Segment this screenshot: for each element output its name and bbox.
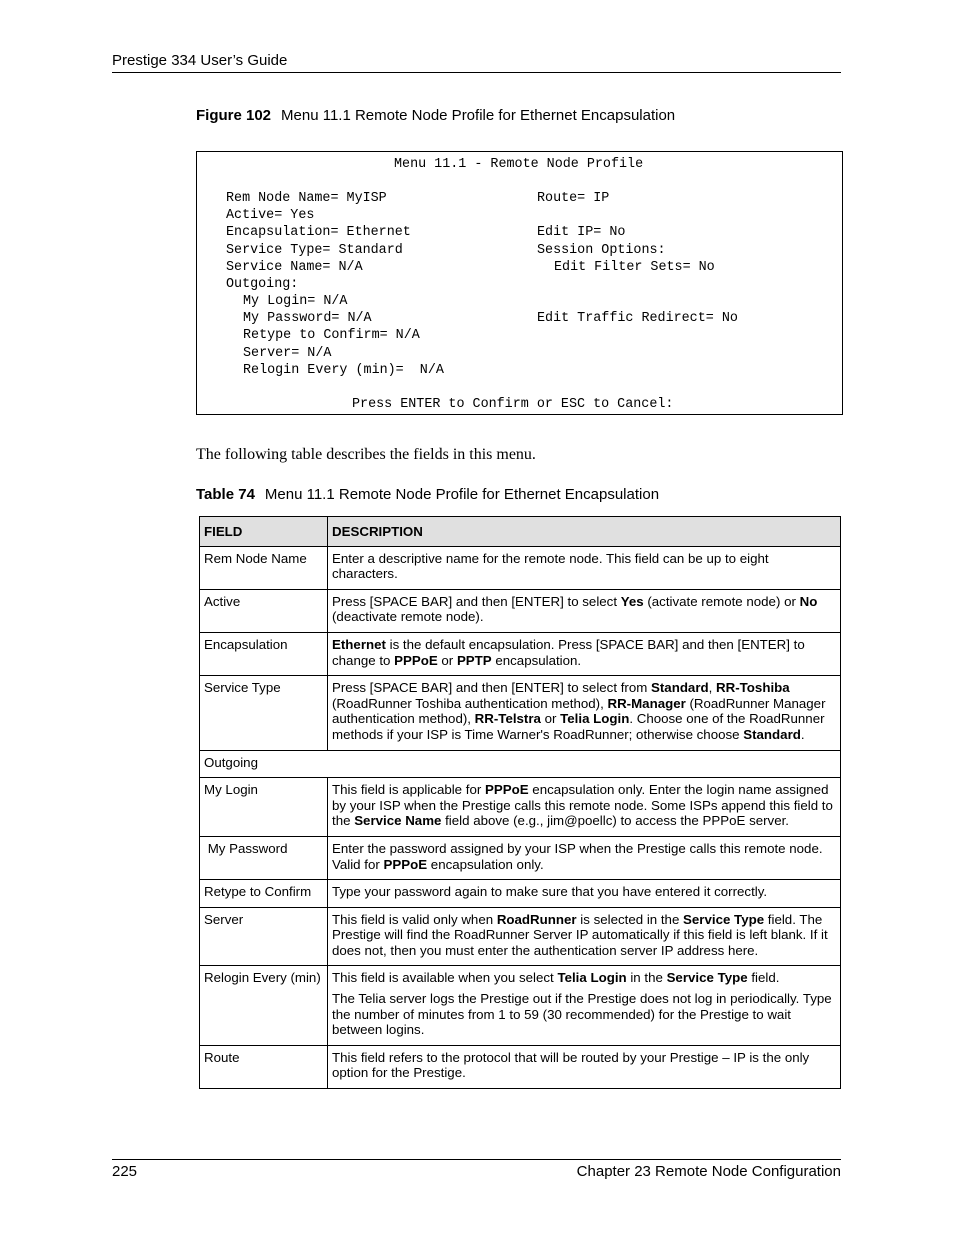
table-row	[200, 836, 841, 879]
description-term: RR-Toshiba	[716, 680, 790, 696]
field-description	[328, 632, 841, 675]
chapter-title: Chapter 23 Remote Node Configuration	[576, 1163, 841, 1180]
field-name: Outgoing	[200, 750, 841, 778]
header-description: DESCRIPTION	[328, 517, 841, 547]
screen-line: My Login= N/A	[243, 294, 348, 309]
field-description	[328, 589, 841, 632]
table-label: Table 74	[196, 486, 255, 503]
table-row	[200, 546, 841, 589]
table-row	[200, 750, 841, 778]
table-row	[200, 589, 841, 632]
description-term: Service Type	[666, 970, 748, 986]
screen-line: Edit Traffic Redirect= No	[537, 311, 738, 326]
description-text: . Choose one of the RoadRunner methods if your ISP is Time Warner's RoadRunner; otherwise choose	[332, 711, 825, 742]
page-number: 225	[112, 1163, 138, 1180]
description-text: encapsulation only.	[427, 856, 544, 872]
description-text: Press [SPACE BAR] and then [ENTER] to select	[332, 593, 621, 609]
description-text: .	[800, 726, 805, 742]
table-body	[200, 546, 841, 1088]
description-text: ,	[708, 680, 717, 696]
table-row	[200, 880, 841, 908]
screen-line: Outgoing:	[226, 277, 299, 292]
description-text: This field is applicable for	[332, 782, 485, 798]
field-description	[328, 836, 841, 879]
description-term: No	[799, 593, 818, 609]
field-description	[328, 966, 841, 1045]
field-name: Encapsulation	[200, 632, 328, 675]
description-term: PPPoE	[485, 782, 529, 798]
description-text: Press [SPACE BAR] and then [ENTER] to select from	[332, 680, 651, 696]
screen-line: Rem Node Name= MyISP	[226, 191, 387, 206]
description-term: Telia Login	[560, 711, 630, 727]
description-term: RR-Manager	[607, 695, 686, 711]
description-text: or	[437, 652, 457, 668]
header-title: Prestige 334 User’s Guide	[112, 52, 288, 69]
header-field: FIELD	[200, 517, 328, 547]
description-text: field. The Prestige will find the RoadRunner Server IP automatically if this field is left blank. If it does not, then you must enter the authentication server IP address here.	[332, 911, 828, 958]
description-text: Enter a descriptive name for the remote node. This field can be up to eight characters.	[332, 550, 769, 582]
description-text: in the	[626, 970, 667, 986]
description-term: Telia Login	[557, 970, 627, 986]
description-text: field above (e.g., jim@poellc) to access the PPPoE server.	[441, 813, 789, 829]
description-text: This field refers to the protocol that will be routed by your Prestige – IP is the only option for the Prestige.	[332, 1049, 810, 1081]
description-text: Enter the password assigned by your ISP when the Prestige calls this remote node. Valid for	[332, 840, 823, 872]
description-text: (deactivate remote node).	[332, 609, 484, 625]
description-text: or	[540, 711, 561, 727]
field-name: Retype to Confirm	[200, 880, 328, 908]
screen-line: Service Type= Standard	[226, 243, 403, 258]
field-name: Rem Node Name	[200, 546, 328, 589]
screen-line: Edit IP= No	[537, 225, 626, 240]
screen-line: Relogin Every (min)= N/A	[243, 363, 444, 378]
figure-label: Figure 102	[196, 107, 272, 124]
field-description	[328, 546, 841, 589]
description-term: RR-Telstra	[474, 711, 541, 727]
page-footer	[112, 1159, 841, 1180]
field-description	[328, 676, 841, 750]
field-name: Service Type	[200, 676, 328, 750]
table-row	[200, 966, 841, 1045]
description-text: (activate remote node) or	[643, 593, 800, 609]
description-term: PPPoE	[394, 652, 438, 668]
description-term: Yes	[620, 593, 644, 609]
table-row	[200, 632, 841, 675]
table-row	[200, 778, 841, 837]
field-name: Route	[200, 1045, 328, 1088]
field-description	[328, 907, 841, 966]
terminal-screen	[196, 151, 843, 415]
description-term: Service Type	[683, 911, 765, 927]
description-text: (RoadRunner Toshiba authentication method),	[332, 695, 608, 711]
screen-line: Session Options:	[537, 243, 666, 258]
description-text: Type your password again to make sure that you have entered it correctly.	[332, 884, 768, 900]
figure-caption	[196, 107, 675, 124]
table-caption	[196, 486, 659, 503]
description-text: encapsulation.	[491, 652, 582, 668]
screen-line: Retype to Confirm= N/A	[243, 328, 420, 343]
screen-prompt: Press ENTER to Confirm or ESC to Cancel:	[352, 397, 674, 412]
field-name: Relogin Every (min)	[200, 966, 328, 1045]
screen-line: Encapsulation= Ethernet	[226, 225, 411, 240]
description-text: field.	[747, 970, 780, 986]
table-row	[200, 676, 841, 750]
screen-line: Edit Filter Sets= No	[554, 260, 715, 275]
screen-line: My Password= N/A	[243, 311, 372, 326]
field-description	[328, 880, 841, 908]
table-row	[200, 907, 841, 966]
description-term: Service Name	[354, 813, 442, 829]
field-name: My Password	[200, 836, 328, 879]
description-text: The Telia server logs the Prestige out if the Prestige does not log in periodically. Type the number of minutes from 1 to 59 (30 recommended) for the Prestige to wait between logins.	[332, 991, 832, 1038]
screen-line: Service Name= N/A	[226, 260, 363, 275]
field-name: Active	[200, 589, 328, 632]
table-header-row	[200, 517, 841, 547]
intro-text: The following table describes the fields in this menu.	[196, 446, 536, 463]
description-term: PPTP	[456, 652, 492, 668]
screen-line: Route= IP	[537, 191, 610, 206]
description-text: is the default encapsulation. Press [SPACE BAR] and then [ENTER] to change to	[332, 636, 805, 668]
description-term: RoadRunner	[496, 911, 577, 927]
figure-title: Menu 11.1 Remote Node Profile for Ethernet Encapsulation	[281, 107, 676, 124]
field-name: Server	[200, 907, 328, 966]
description-term: Ethernet	[332, 636, 386, 652]
description-text: This field is valid only when	[332, 911, 497, 927]
description-text: (RoadRunner Manager authentication method),	[332, 695, 826, 727]
field-description-table	[199, 516, 841, 1089]
description-term: Standard	[743, 726, 801, 742]
screen-line: Active= Yes	[226, 208, 315, 223]
description-text: encapsulation only. Enter the login name assigned by your ISP when the Prestige calls this remote node. Some ISPs append this field to the	[332, 782, 833, 829]
description-term: Standard	[651, 680, 709, 696]
table-title: Menu 11.1 Remote Node Profile for Ethernet Encapsulation	[264, 486, 660, 503]
screen-line: Server= N/A	[243, 346, 332, 361]
screen-title: Menu 11.1 - Remote Node Profile	[394, 157, 644, 172]
page-header	[112, 51, 841, 73]
table-row	[200, 1045, 841, 1088]
field-description	[328, 778, 841, 837]
description-text: This field is available when you select	[332, 970, 558, 986]
description-term: PPPoE	[383, 856, 428, 872]
field-name: My Login	[200, 778, 328, 837]
field-description	[328, 1045, 841, 1088]
description-text: is selected in the	[576, 911, 684, 927]
